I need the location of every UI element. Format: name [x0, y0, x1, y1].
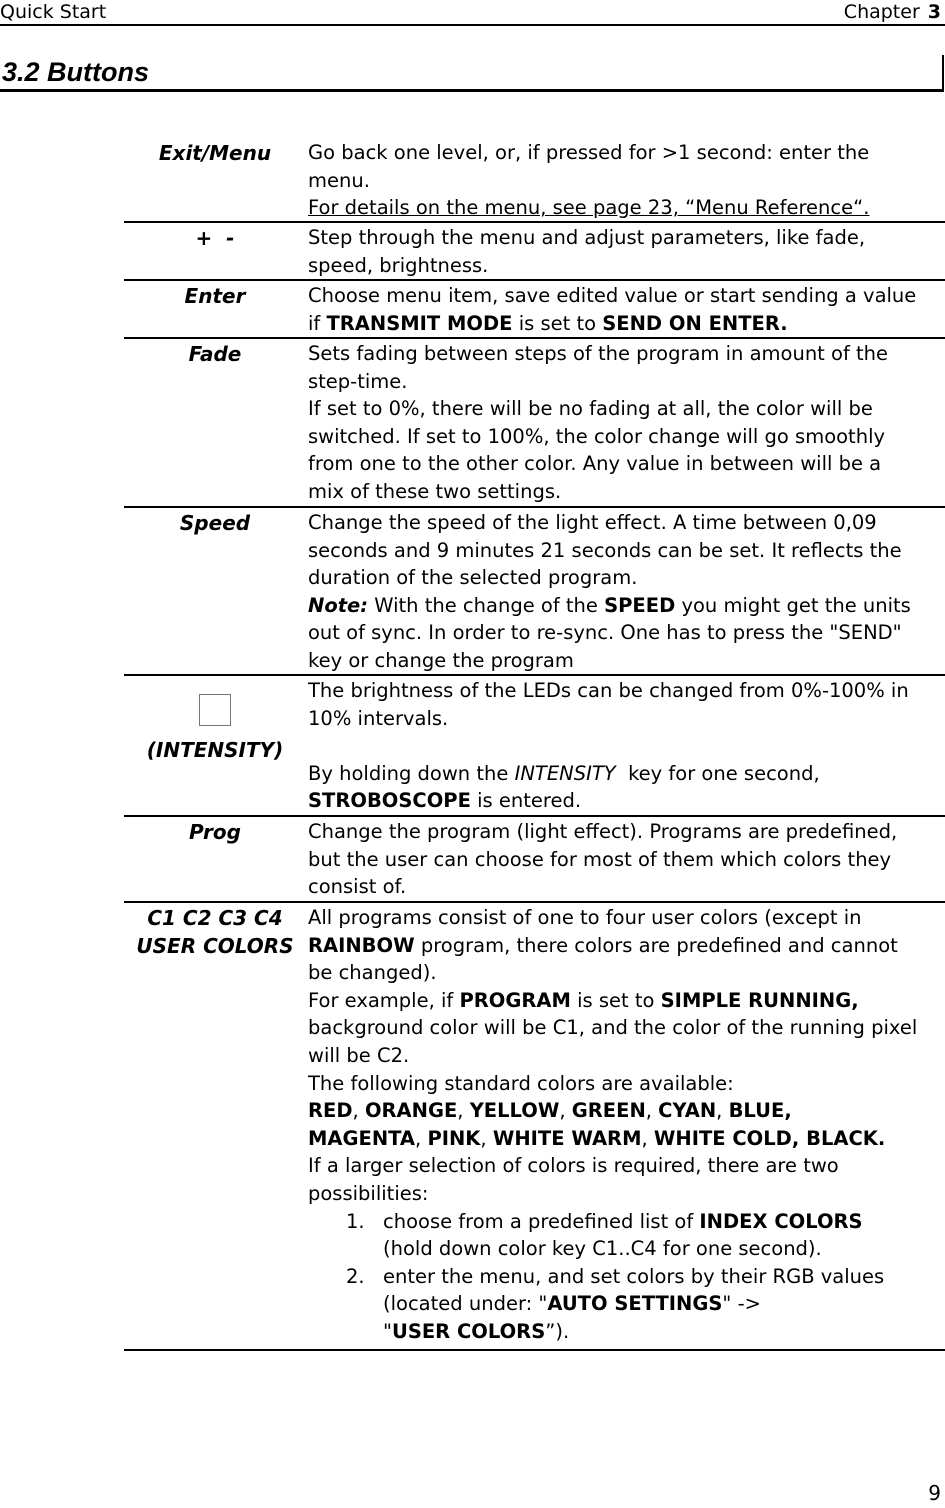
desc-plus-minus	[306, 223, 945, 279]
text-line: but the user can choose for most of them which colors they	[308, 847, 892, 871]
header-chapter	[844, 0, 941, 24]
text-line: The following standard colors are available:	[308, 1071, 734, 1095]
text-line: step-time.	[308, 369, 408, 393]
text-line: Note: With the change of the SPEED you might get the units	[308, 593, 911, 617]
key-user-colors-label: USER COLORS	[136, 934, 294, 958]
text-line: If a larger selection of colors is required, there are two	[308, 1154, 839, 1178]
desc-speed	[306, 508, 945, 674]
key-intensity	[124, 676, 306, 815]
table-row	[124, 223, 945, 281]
text-line: be changed).	[308, 961, 437, 985]
text-line: All programs consist of one to four user colors (except in	[308, 906, 862, 929]
desc-intensity	[306, 676, 945, 815]
intensity-button-icon	[199, 694, 231, 726]
text-line: By holding down the INTENSITY key for one second,	[308, 761, 820, 785]
text-line: if TRANSMIT MODE is set to SEND ON ENTER.	[308, 311, 788, 335]
section-title: 3.2 Buttons	[2, 57, 150, 87]
key-fade: Fade	[188, 342, 242, 366]
text-line: key or change the program	[308, 648, 574, 672]
key-speed: Speed	[179, 511, 251, 535]
chapter-number: 3	[927, 1, 941, 23]
desc-prog	[306, 817, 945, 901]
desc-exit-menu	[306, 138, 945, 221]
text-line: 10% intervals.	[308, 706, 449, 730]
text-line: STROBOSCOPE is entered.	[308, 789, 582, 813]
key-c1-c4: C1 C2 C3 C4	[147, 906, 283, 930]
buttons-table	[124, 138, 945, 1351]
text-line: Sets fading between steps of the program in amount of the	[308, 342, 889, 365]
text-line: Change the program (light effect). Programs are predefined,	[308, 820, 898, 843]
text-line: Step through the menu and adjust parameters, like fade,	[308, 226, 866, 249]
text-line: The brightness of the LEDs can be changed from 0%-100% in	[308, 679, 909, 702]
key-plus-minus: + -	[195, 226, 235, 250]
text-line: For example, if PROGRAM is set to SIMPLE RUNNING,	[308, 988, 859, 1012]
text-line: menu.	[308, 168, 370, 192]
chapter-label: Chapter	[843, 1, 920, 23]
header-title: Quick Start	[0, 1, 107, 23]
table-row	[124, 676, 945, 817]
text-line: Go back one level, or, if pressed for >1 second: enter the	[308, 141, 870, 164]
text-line: Change the speed of the light effect. A time between 0,09	[308, 511, 877, 534]
text-line: speed, brightness.	[308, 253, 489, 277]
key-user-colors	[124, 903, 306, 1349]
section-heading	[0, 55, 944, 92]
text-line: out of sync. In order to re-sync. One has to press the "SEND"	[308, 621, 902, 645]
table-row	[124, 138, 945, 223]
text-line: Choose menu item, save edited value or start sending a value	[308, 284, 917, 307]
table-row	[124, 508, 945, 676]
desc-fade	[306, 339, 945, 506]
desc-user-colors	[306, 903, 945, 1349]
table-row	[124, 281, 945, 339]
intensity-label: (INTENSITY)	[146, 738, 284, 762]
key-prog: Prog	[189, 820, 241, 844]
color-list-line: MAGENTA, PINK, WHITE WARM, WHITE COLD, BLACK.	[308, 1126, 886, 1150]
list-item: 1. choose from a predefined list of INDEX COLORS (hold down color key C1..C4 for one second).	[346, 1209, 863, 1261]
page-header	[0, 0, 945, 26]
text-line: possibilities:	[308, 1181, 429, 1205]
table-row	[124, 903, 945, 1351]
desc-enter	[306, 281, 945, 337]
text-line: RAINBOW program, there colors are predefined and cannot	[308, 933, 898, 957]
color-list-line: RED, ORANGE, YELLOW, GREEN, CYAN, BLUE,	[308, 1099, 792, 1123]
text-line: mix of these two settings.	[308, 479, 562, 503]
list-item: 2. enter the menu, and set colors by their RGB values (located under: "AUTO SETTINGS" -> "USER COLORS”).	[346, 1264, 885, 1343]
menu-reference-link[interactable]: For details on the menu, see page 23, “Menu Reference“.	[308, 196, 870, 220]
text-line: consist of.	[308, 875, 407, 899]
note-label: Note:	[308, 593, 369, 617]
text-line: will be C2.	[308, 1043, 410, 1067]
text-line: If set to 0%, there will be no fading at all, the color will be	[308, 397, 873, 421]
key-exit-menu: Exit/Menu	[158, 141, 272, 165]
text-line: duration of the selected program.	[308, 566, 638, 590]
text-line: background color will be C1, and the color of the running pixel	[308, 1016, 918, 1040]
text-line: seconds and 9 minutes 21 seconds can be set. It reflects the	[308, 538, 902, 562]
blank-line	[308, 732, 945, 760]
text-line: from one to the other color. Any value in between will be a	[308, 452, 882, 476]
page-number: 9	[928, 1481, 941, 1505]
table-row	[124, 339, 945, 508]
options-list	[308, 1208, 945, 1346]
table-row	[124, 817, 945, 903]
text-line: switched. If set to 100%, the color change will go smoothly	[308, 424, 886, 448]
key-enter: Enter	[184, 284, 246, 308]
